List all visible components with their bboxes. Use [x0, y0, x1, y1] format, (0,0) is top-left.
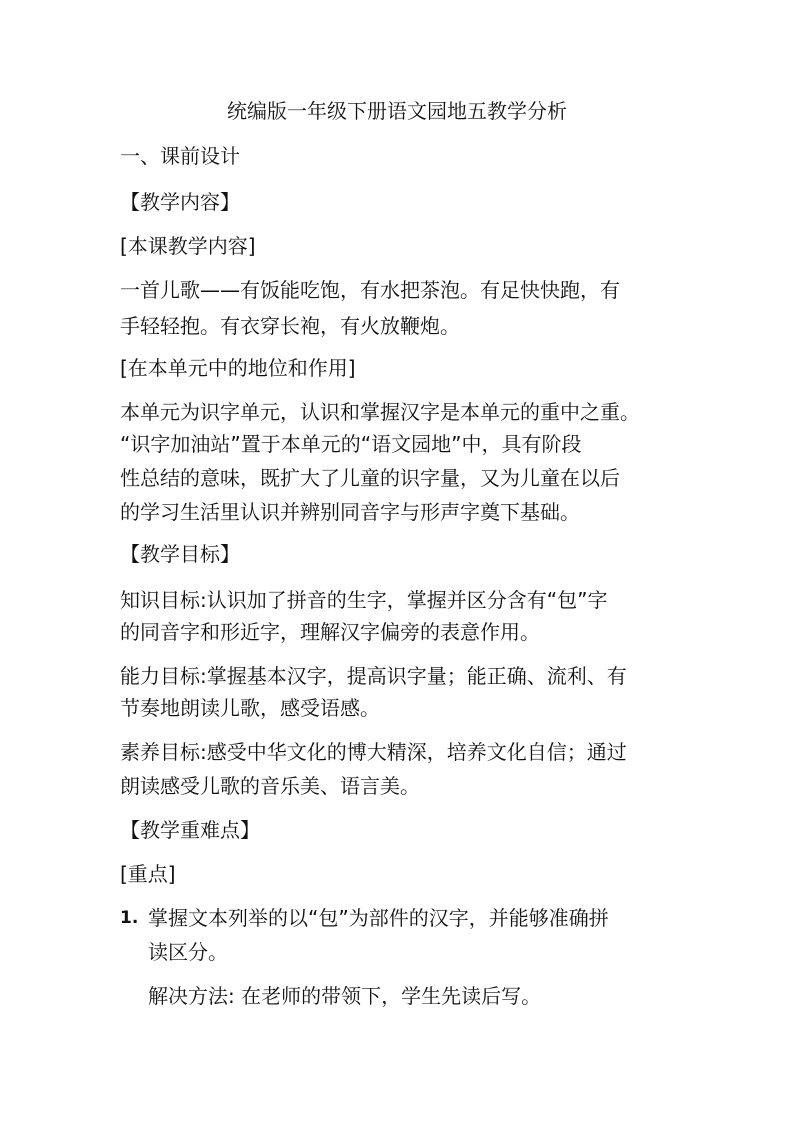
knowledge-goal-line-2: 的同音字和形近字，理解汉字偏旁的表意作用。 [120, 620, 540, 644]
key-item-number: 1. [120, 908, 139, 928]
ability-goal-line-1: 能力目标:掌握基本汉字，提高识字量；能正确、流利、有 [120, 664, 627, 688]
lesson-content-label: [本课教学内容] [120, 234, 256, 258]
section-heading-pre-class-design: 一、课前设计 [120, 144, 240, 168]
lesson-content-line-2: 手轻轻抱。有衣穿长袍，有火放鞭炮。 [120, 314, 460, 338]
teaching-content-heading: 【教学内容】 [120, 190, 240, 214]
unit-role-label: [在本单元中的地位和作用] [120, 356, 356, 380]
literacy-goal-line-1: 素养目标:感受中华文化的博大精深，培养文化自信；通过 [120, 740, 627, 764]
document-title: 统编版一年级下册语文园地五教学分析 [227, 99, 567, 123]
unit-role-line-4: 的学习生活里认识并辨别同音字与形声字奠下基础。 [120, 500, 580, 524]
literacy-goal-line-2: 朗读感受儿歌的音乐美、语言美。 [120, 774, 420, 798]
key-item-line-2: 读区分。 [148, 940, 228, 964]
ability-goal-line-2: 节奏地朗读儿歌，感受语感。 [120, 696, 380, 720]
key-point-label: [重点] [120, 862, 176, 886]
unit-role-line-2: “识字加油站”置于本单元的“语文园地”中，具有阶段 [120, 432, 582, 456]
unit-role-line-3: 性总结的意味，既扩大了儿童的识字量，又为儿童在以后 [120, 466, 620, 490]
teaching-goals-heading: 【教学目标】 [120, 542, 240, 566]
solution-method-line: 解决方法: 在老师的带领下，学生先读后写。 [148, 984, 542, 1008]
key-item-line-1: 掌握文本列举的以“包”为部件的汉字，并能够准确拼 [148, 906, 609, 930]
knowledge-goal-line-1: 知识目标:认识加了拼音的生字，掌握并区分含有“包”字 [120, 588, 608, 612]
lesson-content-line-1: 一首儿歌——有饭能吃饱，有水把茶泡。有足快快跑，有 [120, 278, 620, 302]
unit-role-line-1: 本单元为识字单元，认识和掌握汉字是本单元的重中之重。 [120, 400, 640, 424]
key-difficult-points-heading: 【教学重难点】 [120, 818, 260, 842]
